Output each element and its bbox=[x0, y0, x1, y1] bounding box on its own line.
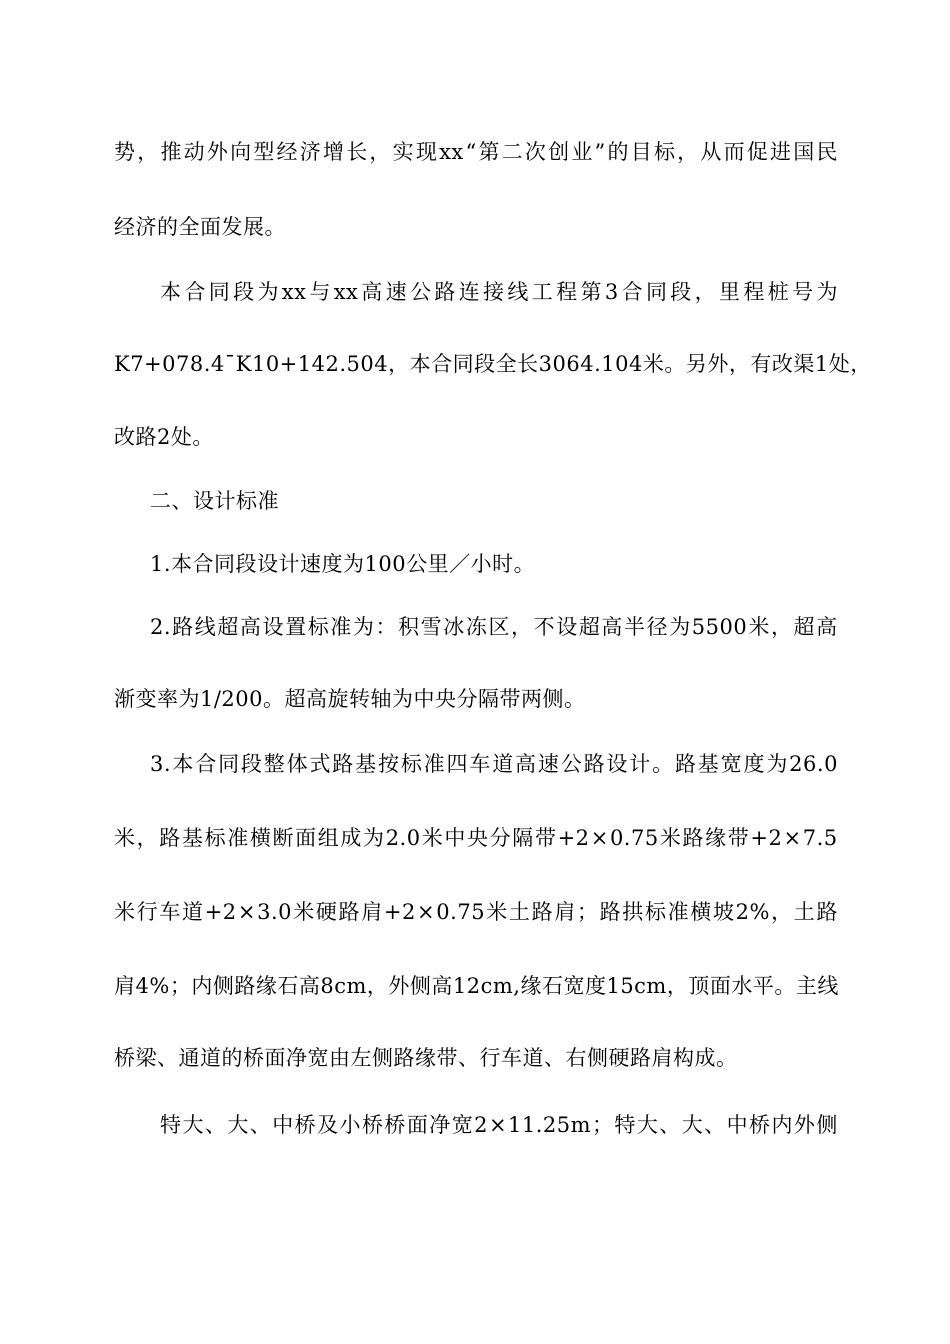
text-glyph: 进 bbox=[770, 140, 792, 164]
text-glyph: 本 bbox=[160, 280, 182, 304]
text-glyph: 26.0 bbox=[789, 752, 838, 776]
text-glyph: 动 bbox=[183, 140, 206, 164]
text-glyph: 。 bbox=[774, 974, 796, 998]
text-glyph: 央 bbox=[467, 826, 489, 850]
text-glyph: 而 bbox=[723, 140, 746, 164]
text-glyph: 超 bbox=[217, 615, 239, 639]
list-item-2-line-1 bbox=[150, 612, 838, 642]
text-glyph: 四 bbox=[446, 752, 469, 776]
text-glyph: 桥 bbox=[749, 1113, 771, 1137]
text-glyph: 接 bbox=[483, 280, 505, 304]
text-glyph: 段 bbox=[233, 280, 255, 304]
text-glyph: 横 bbox=[690, 900, 712, 924]
text-glyph: 超 bbox=[578, 615, 601, 639]
text-glyph: 为 bbox=[363, 826, 385, 850]
text-glyph: 与 bbox=[309, 280, 331, 304]
text-glyph: 高 bbox=[816, 615, 838, 639]
text-glyph: 3 bbox=[604, 280, 619, 304]
text-glyph: 主 bbox=[795, 974, 818, 998]
text-glyph: 3064.104 bbox=[538, 352, 643, 376]
text-glyph: 全 bbox=[495, 352, 518, 376]
text-glyph: 整 bbox=[263, 752, 286, 776]
text-glyph: 宽 bbox=[451, 1113, 474, 1137]
text-glyph: 土 bbox=[508, 900, 531, 924]
text-glyph: 高 bbox=[239, 615, 262, 639]
text-glyph: 的 bbox=[607, 140, 629, 164]
text-glyph: 2 bbox=[474, 1113, 488, 1137]
text-glyph: 大 bbox=[636, 1113, 659, 1137]
text-glyph: 车 bbox=[159, 900, 181, 924]
text-glyph: 肩 bbox=[361, 900, 383, 924]
text-glyph: 断 bbox=[272, 826, 294, 850]
text-glyph: 公 bbox=[560, 752, 583, 776]
text-glyph: 2% bbox=[735, 900, 770, 924]
text-glyph: K7+078.4¯K10+142.504 bbox=[114, 352, 389, 376]
text-glyph: 合 bbox=[621, 280, 644, 304]
text-glyph: 长 bbox=[517, 352, 539, 376]
text-glyph: 路 bbox=[599, 900, 622, 924]
text-glyph: 面 bbox=[406, 1113, 429, 1137]
text-glyph: 特 bbox=[614, 1113, 636, 1137]
text-glyph: 积 bbox=[398, 615, 420, 639]
text-glyph: 体 bbox=[286, 752, 309, 776]
text-glyph: 米 bbox=[421, 826, 444, 850]
text-glyph: × bbox=[783, 826, 802, 850]
text-glyph: ， bbox=[366, 974, 389, 998]
list-item-1: 1.本合同段设计速度为100公里／小时。 bbox=[150, 552, 536, 576]
list-item-2-line-2: 渐变率为1/200。超高旋转轴为中央分隔带两侧。 bbox=[114, 687, 586, 711]
text-glyph: 横 bbox=[249, 826, 272, 850]
text-glyph: 渠 bbox=[793, 352, 815, 376]
text-glyph: 置 bbox=[285, 615, 307, 639]
text-glyph: 路 bbox=[583, 752, 606, 776]
text-glyph: 带 bbox=[727, 826, 750, 850]
text-glyph: 民 bbox=[816, 140, 838, 164]
text-glyph: 拱 bbox=[622, 900, 644, 924]
text-glyph: 号 bbox=[792, 280, 814, 304]
text-glyph: ， bbox=[771, 900, 793, 924]
text-glyph: 第 bbox=[580, 280, 602, 304]
text-glyph: 11.25m bbox=[507, 1113, 592, 1137]
text-glyph: 土 bbox=[793, 900, 816, 924]
text-glyph: 0.75 bbox=[609, 826, 659, 850]
text-glyph: 路 bbox=[434, 280, 456, 304]
text-glyph: 平 bbox=[752, 974, 775, 998]
text-glyph: 段 bbox=[670, 280, 692, 304]
text-glyph: 设 bbox=[556, 615, 578, 639]
text-glyph: 外 bbox=[793, 1113, 816, 1137]
text-glyph: xx bbox=[333, 280, 359, 304]
text-glyph: 同 bbox=[645, 280, 668, 304]
text-glyph: 。 bbox=[652, 752, 674, 776]
text-glyph: 实 bbox=[392, 140, 415, 164]
text-glyph: 准 bbox=[227, 826, 249, 850]
text-glyph: ， bbox=[770, 615, 793, 639]
text-glyph: 肩 bbox=[554, 900, 576, 924]
text-glyph: 路 bbox=[531, 900, 554, 924]
text-glyph: 为 bbox=[766, 752, 788, 776]
text-glyph: +2 bbox=[557, 826, 590, 850]
text-glyph: 侧 bbox=[212, 974, 235, 998]
text-glyph: +2 bbox=[750, 826, 783, 850]
text-glyph: 侧 bbox=[816, 1113, 838, 1137]
text-glyph: 高 bbox=[601, 615, 623, 639]
text-glyph: 、 bbox=[659, 1113, 681, 1137]
text-glyph: 高 bbox=[515, 752, 537, 776]
text-glyph: 段 bbox=[474, 352, 496, 376]
text-glyph: 路 bbox=[338, 900, 361, 924]
text-glyph: 线 bbox=[194, 615, 217, 639]
text-glyph: 桥 bbox=[361, 1113, 384, 1137]
text-glyph: 增 bbox=[322, 140, 345, 164]
text-glyph: 特 bbox=[160, 1113, 182, 1137]
text-glyph: 标 bbox=[400, 752, 423, 776]
list-item-3-line-5: 桥梁、通道的桥面净宽由左侧路缘带、行车道、右侧硬路肩构成。 bbox=[114, 1046, 738, 1070]
text-glyph: 合 bbox=[195, 752, 217, 776]
text-glyph: 径 bbox=[646, 615, 669, 639]
text-glyph: 基 bbox=[697, 752, 720, 776]
text-glyph: 段 bbox=[240, 752, 263, 776]
text-glyph: × bbox=[237, 900, 256, 924]
text-glyph: 0.75 bbox=[436, 900, 486, 924]
text-glyph: 大 bbox=[681, 1113, 704, 1137]
text-glyph: ； bbox=[169, 974, 192, 998]
text-glyph: ， bbox=[694, 280, 717, 304]
text-glyph: 道 bbox=[182, 900, 204, 924]
text-glyph: 连 bbox=[458, 280, 481, 304]
text-glyph: 基 bbox=[355, 752, 377, 776]
text-glyph: 3. bbox=[150, 752, 172, 776]
text-glyph: 经 bbox=[276, 140, 299, 164]
text-glyph: 宽 bbox=[720, 752, 743, 776]
text-glyph: 促 bbox=[746, 140, 769, 164]
text-glyph: 另 bbox=[685, 352, 708, 376]
text-glyph: 顶 bbox=[688, 974, 710, 998]
text-glyph: xx bbox=[439, 140, 464, 164]
text-glyph: 向 bbox=[230, 140, 252, 164]
text-glyph: 本 bbox=[172, 752, 194, 776]
text-glyph: 第 bbox=[478, 140, 500, 164]
text-glyph: 米 bbox=[293, 900, 315, 924]
text-glyph: 改 bbox=[771, 352, 794, 376]
text-glyph: 组 bbox=[317, 826, 340, 850]
text-glyph: 区 bbox=[488, 615, 510, 639]
paragraph-line-2: 经济的全面发展。 bbox=[114, 215, 286, 239]
text-glyph: 路 bbox=[234, 974, 256, 998]
text-glyph: 高 bbox=[361, 280, 383, 304]
text-glyph: 路 bbox=[332, 752, 354, 776]
text-glyph: 宽 bbox=[563, 974, 585, 998]
text-glyph: 4% bbox=[135, 974, 170, 998]
text-glyph: 肩 bbox=[114, 974, 136, 998]
text-glyph: 冰 bbox=[443, 615, 465, 639]
text-glyph: 有 bbox=[750, 352, 772, 376]
paragraph-line-last bbox=[160, 1110, 838, 1140]
text-glyph: ， bbox=[677, 140, 699, 164]
text-glyph: 标 bbox=[307, 615, 330, 639]
text-glyph: 路 bbox=[682, 826, 704, 850]
text-glyph: ， bbox=[666, 974, 689, 998]
text-glyph: 为 bbox=[669, 615, 691, 639]
text-glyph: +2 bbox=[204, 900, 237, 924]
text-glyph: 路 bbox=[159, 826, 181, 850]
text-glyph: 行 bbox=[136, 900, 159, 924]
text-glyph: 大 bbox=[227, 1113, 249, 1137]
text-glyph: × bbox=[488, 1113, 508, 1137]
text-glyph: 基 bbox=[181, 826, 204, 850]
text-glyph: 公 bbox=[409, 280, 432, 304]
text-glyph: 外 bbox=[206, 140, 229, 164]
text-glyph: 米 bbox=[748, 615, 770, 639]
text-glyph: 路 bbox=[816, 900, 838, 924]
text-glyph: ； bbox=[576, 900, 599, 924]
text-glyph: 超 bbox=[793, 615, 816, 639]
text-glyph: 侧 bbox=[409, 974, 432, 998]
text-glyph: 缘 bbox=[705, 826, 727, 850]
text-glyph: ” bbox=[594, 140, 606, 164]
text-glyph: 水 bbox=[731, 974, 753, 998]
text-glyph: 米 bbox=[642, 352, 665, 376]
text-glyph: 米 bbox=[114, 900, 136, 924]
text-glyph: 合 bbox=[431, 352, 453, 376]
text-glyph: 工 bbox=[531, 280, 554, 304]
text-glyph: × bbox=[590, 826, 609, 850]
text-glyph: 面 bbox=[295, 826, 317, 850]
text-glyph: 准 bbox=[330, 615, 352, 639]
text-glyph: 成 bbox=[340, 826, 362, 850]
text-glyph: 从 bbox=[700, 140, 722, 164]
text-glyph: 及 bbox=[317, 1113, 339, 1137]
text-glyph: 同 bbox=[218, 752, 240, 776]
text-glyph: 创 bbox=[548, 140, 570, 164]
text-glyph: 石 bbox=[541, 974, 564, 998]
text-glyph: 高 bbox=[298, 974, 321, 998]
text-glyph: ， bbox=[511, 615, 533, 639]
text-glyph: 桩 bbox=[767, 280, 790, 304]
text-glyph: 路 bbox=[674, 752, 697, 776]
text-glyph: 济 bbox=[299, 140, 322, 164]
text-glyph: 半 bbox=[624, 615, 646, 639]
text-glyph: 型 bbox=[253, 140, 275, 164]
text-glyph: 中 bbox=[444, 826, 466, 850]
text-glyph: ： bbox=[375, 615, 397, 639]
text-glyph: 1 bbox=[814, 352, 829, 376]
text-glyph: 次 bbox=[524, 140, 547, 164]
text-glyph: × bbox=[417, 900, 436, 924]
text-glyph: 大 bbox=[182, 1113, 204, 1137]
text-glyph: 速 bbox=[537, 752, 560, 776]
text-glyph: 分 bbox=[489, 826, 512, 850]
text-glyph: 米 bbox=[659, 826, 682, 850]
text-glyph: 计 bbox=[629, 752, 651, 776]
text-glyph: 石 bbox=[277, 974, 299, 998]
text-glyph: 设 bbox=[262, 615, 285, 639]
text-glyph: 外 bbox=[388, 974, 410, 998]
text-glyph: 目 bbox=[630, 140, 653, 164]
paragraph-line-3 bbox=[160, 277, 838, 307]
text-glyph: 车 bbox=[469, 752, 491, 776]
text-glyph: ， bbox=[388, 352, 410, 376]
text-glyph: 里 bbox=[719, 280, 741, 304]
text-glyph: 中 bbox=[272, 1113, 294, 1137]
text-glyph: 内 bbox=[191, 974, 213, 998]
text-glyph: xx bbox=[281, 280, 307, 304]
text-glyph: 同 bbox=[452, 352, 475, 376]
text-glyph: 线 bbox=[507, 280, 529, 304]
text-glyph: 冻 bbox=[465, 615, 488, 639]
paragraph-line-4 bbox=[114, 349, 872, 379]
paragraph-line-5: 改路2处。 bbox=[114, 425, 214, 449]
text-glyph: 、 bbox=[204, 1113, 227, 1137]
text-glyph: 不 bbox=[533, 615, 556, 639]
text-glyph: 桥 bbox=[384, 1113, 406, 1137]
text-glyph: 标 bbox=[644, 900, 667, 924]
text-glyph: ； bbox=[591, 1113, 614, 1137]
text-glyph: 隔 bbox=[512, 826, 534, 850]
section-heading: 二、设计标准 bbox=[150, 489, 279, 513]
text-glyph: ， bbox=[136, 826, 159, 850]
text-glyph: 二 bbox=[501, 140, 524, 164]
text-glyph: 处 bbox=[828, 352, 851, 376]
list-item-3-line-4 bbox=[114, 971, 838, 1001]
text-glyph: 推 bbox=[160, 140, 182, 164]
text-glyph: 内 bbox=[771, 1113, 793, 1137]
text-glyph: ， bbox=[369, 140, 391, 164]
text-glyph: 面 bbox=[709, 974, 732, 998]
text-glyph: 式 bbox=[309, 752, 331, 776]
text-glyph: 雪 bbox=[420, 615, 443, 639]
text-glyph: 15cm bbox=[606, 974, 667, 998]
text-glyph: 高 bbox=[431, 974, 453, 998]
text-glyph: 势 bbox=[114, 140, 136, 164]
text-glyph: 净 bbox=[429, 1113, 451, 1137]
text-glyph: 带 bbox=[534, 826, 557, 850]
text-glyph: 缘 bbox=[255, 974, 278, 998]
text-glyph: +2 bbox=[383, 900, 416, 924]
text-glyph: 2.0 bbox=[385, 826, 421, 850]
text-glyph: 硬 bbox=[315, 900, 338, 924]
text-glyph: 道 bbox=[492, 752, 514, 776]
text-glyph: 。 bbox=[664, 352, 686, 376]
text-glyph: 3.0 bbox=[257, 900, 293, 924]
text-glyph: 国 bbox=[793, 140, 815, 164]
text-glyph: 度 bbox=[584, 974, 607, 998]
text-glyph: 为 bbox=[257, 280, 279, 304]
text-glyph: 、 bbox=[249, 1113, 272, 1137]
text-glyph: 米 bbox=[114, 826, 136, 850]
text-glyph: 外 bbox=[707, 352, 729, 376]
text-glyph: 程 bbox=[743, 280, 765, 304]
text-glyph: 米 bbox=[486, 900, 508, 924]
text-glyph: 12cm, bbox=[452, 974, 521, 998]
list-item-3-line-1 bbox=[150, 749, 838, 779]
text-glyph: 合 bbox=[184, 280, 206, 304]
text-glyph: 线 bbox=[817, 974, 839, 998]
text-glyph: ， bbox=[850, 352, 872, 376]
text-glyph: ， bbox=[137, 140, 159, 164]
text-glyph: 、 bbox=[704, 1113, 726, 1137]
text-glyph: 长 bbox=[346, 140, 368, 164]
text-glyph: 2. bbox=[150, 615, 172, 639]
text-glyph: 路 bbox=[172, 615, 194, 639]
text-glyph: 标 bbox=[653, 140, 676, 164]
text-glyph: 程 bbox=[556, 280, 578, 304]
text-glyph: 7.5 bbox=[802, 826, 838, 850]
text-glyph: 为 bbox=[352, 615, 375, 639]
text-glyph: 准 bbox=[423, 752, 446, 776]
text-glyph: 中 bbox=[726, 1113, 749, 1137]
text-glyph: 设 bbox=[606, 752, 628, 776]
text-glyph: 速 bbox=[385, 280, 408, 304]
text-glyph: 现 bbox=[415, 140, 438, 164]
text-glyph: 标 bbox=[204, 826, 227, 850]
text-glyph: 业 bbox=[571, 140, 593, 164]
list-item-3-line-2 bbox=[114, 823, 838, 853]
text-glyph: 准 bbox=[667, 900, 690, 924]
text-glyph: 桥 bbox=[294, 1113, 317, 1137]
text-glyph: 本 bbox=[409, 352, 432, 376]
text-glyph: 同 bbox=[208, 280, 231, 304]
text-glyph: 为 bbox=[816, 280, 838, 304]
text-glyph: 5500 bbox=[691, 615, 748, 639]
text-glyph: 按 bbox=[377, 752, 400, 776]
list-item-3-line-3 bbox=[114, 897, 838, 927]
text-glyph: ， bbox=[728, 352, 751, 376]
paragraph-line-1 bbox=[114, 137, 838, 167]
text-glyph: 缘 bbox=[520, 974, 542, 998]
text-glyph: 小 bbox=[339, 1113, 361, 1137]
text-glyph: “ bbox=[465, 140, 477, 164]
text-glyph: 坡 bbox=[712, 900, 735, 924]
text-glyph: 8cm bbox=[320, 974, 367, 998]
text-glyph: 度 bbox=[743, 752, 765, 776]
